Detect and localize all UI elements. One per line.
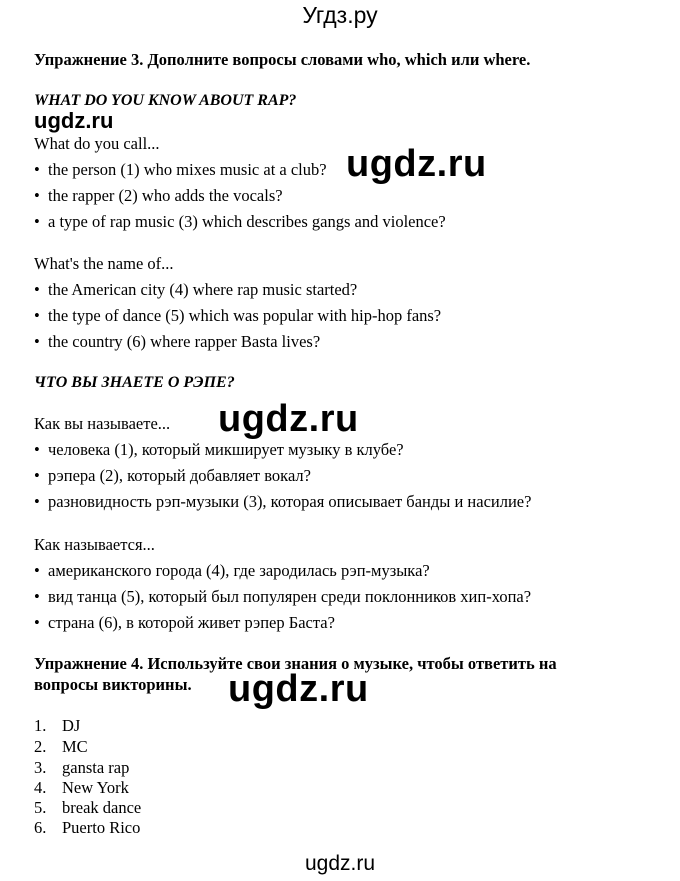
answer-item: 1. DJ <box>34 716 81 735</box>
bullet-icon: • <box>34 280 40 299</box>
bullet-icon: • <box>34 613 40 632</box>
watermark-small: ugdz.ru <box>34 108 114 133</box>
ru-intro-1: Как вы называете... <box>34 414 171 433</box>
en-section-heading: WHAT DO YOU KNOW ABOUT RAP? <box>34 92 297 109</box>
bullet-icon: • <box>34 186 40 205</box>
list-item: • рэпера (2), который добавляет вокал? <box>34 466 311 485</box>
list-item: • человека (1), который микширует музыку в клубе? <box>34 440 404 459</box>
bullet-icon: • <box>34 160 40 179</box>
list-item: • the rapper (2) who adds the vocals? <box>34 186 283 205</box>
watermark-big: ugdz.ru <box>346 143 487 185</box>
watermark-big: ugdz.ru <box>228 668 369 710</box>
list-item: • the American city (4) where rap music started? <box>34 280 358 299</box>
ru-section-heading: ЧТО ВЫ ЗНАЕТЕ О РЭПЕ? <box>34 374 235 391</box>
answer-item: 2. MC <box>34 737 88 756</box>
list-item: • the type of dance (5) which was popular with hip-hop fans? <box>34 306 442 325</box>
list-item: • вид танца (5), который был популярен среди поклонников хип-хопа? <box>34 587 532 606</box>
bullet-icon: • <box>34 492 40 511</box>
bullet-icon: • <box>34 440 40 459</box>
answer-item: 4. New York <box>34 778 129 797</box>
list-item: • разновидность рэп-музыки (3), которая описывает банды и насилие? <box>34 492 532 511</box>
answer-item: 3. gansta rap <box>34 758 130 777</box>
list-item: • the country (6) where rapper Basta lives? <box>34 332 321 351</box>
list-item: • a type of rap music (3) which describes gangs and violence? <box>34 212 446 231</box>
site-header: Угдз.ру <box>302 2 378 28</box>
watermark-big: ugdz.ru <box>218 398 359 440</box>
list-item: • американского города (4), где зародилась рэп-музыка? <box>34 561 430 580</box>
exercise-3-title: Упражнение 3. Дополните вопросы словами who, which или where. <box>34 50 531 69</box>
en-intro-2: What's the name of... <box>34 254 174 273</box>
bullet-icon: • <box>34 332 40 351</box>
ru-intro-2: Как называется... <box>34 535 155 554</box>
answer-item: 6. Puerto Rico <box>34 818 141 837</box>
bullet-icon: • <box>34 212 40 231</box>
answer-item: 5. break dance <box>34 798 142 817</box>
bullet-icon: • <box>34 466 40 485</box>
footer-watermark: ugdz.ru <box>304 852 376 875</box>
bullet-icon: • <box>34 306 40 325</box>
list-item: • the person (1) who mixes music at a club? <box>34 160 327 179</box>
exercise-4-title: Упражнение 4. Используйте свои знания о музыке, чтобы ответить на <box>34 654 557 673</box>
en-intro-1: What do you call... <box>34 134 160 153</box>
list-item: • страна (6), в которой живет рэпер Баста? <box>34 613 335 632</box>
bullet-icon: • <box>34 587 40 606</box>
bullet-icon: • <box>34 561 40 580</box>
exercise-4-title-cont: вопросы викторины. <box>34 675 192 694</box>
